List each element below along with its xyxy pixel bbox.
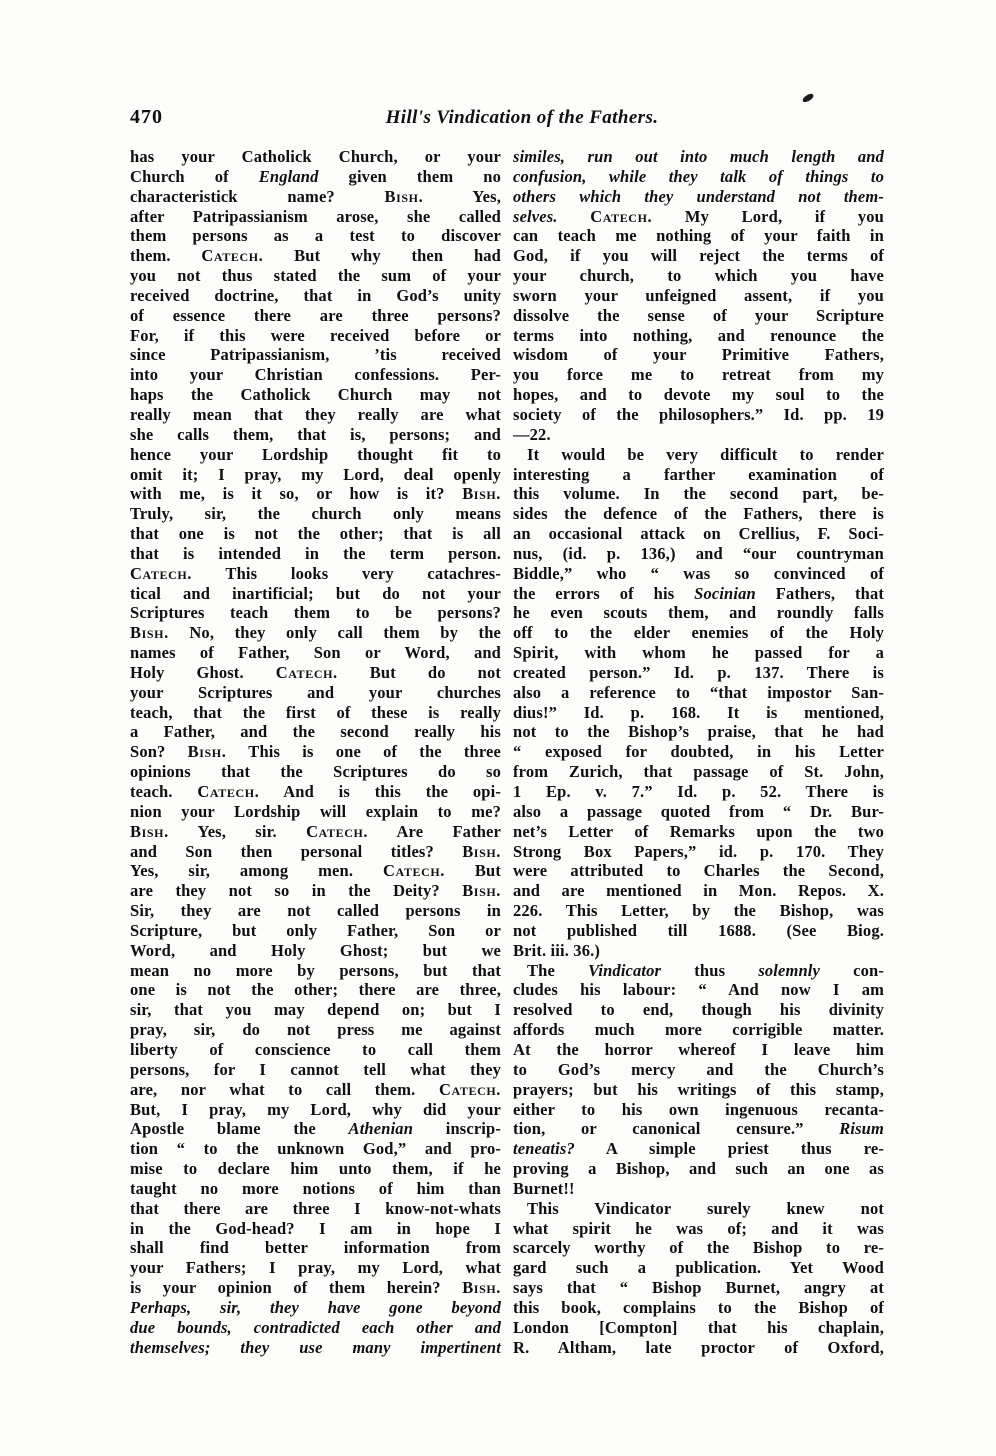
- text-line: has your Catholick Church, or your: [130, 147, 501, 166]
- text-line: not published till 1688. (See Biog.: [513, 920, 884, 940]
- text-line: Burnet!!: [513, 1178, 575, 1198]
- text-line: off to the elder enemies of the Holy: [513, 623, 884, 643]
- text-line: Son? Bish. This is one of the three: [130, 742, 501, 762]
- text-line: —22.: [513, 424, 551, 444]
- text-line: omit it; I pray, my Lord, deal openly: [130, 464, 501, 484]
- text-line: names of Father, Son or Word, and: [130, 643, 501, 663]
- text-line: hopes, and to devote my soul to the: [513, 385, 884, 405]
- text-line: net’s Letter of Remarks upon the two: [513, 821, 884, 841]
- text-line: Scripture, but only Father, Son or: [130, 920, 501, 940]
- text-line: Brit. iii. 36.): [513, 940, 601, 960]
- text-line: hence your Lordship thought fit to: [130, 444, 501, 464]
- column-left: [130, 147, 501, 1357]
- text-line: is your opinion of them herein? Bish.: [130, 1278, 501, 1298]
- text-line: since Patripassianism, ’tis received: [130, 345, 501, 365]
- text-line: themselves; they use many impertinent: [130, 1337, 501, 1357]
- text-line: shall find better information from: [130, 1238, 501, 1258]
- text-line: your Fathers; I pray, my Lord, what: [130, 1258, 501, 1278]
- text-line: Word, and Holy Ghost; but we: [130, 940, 501, 960]
- text-line: wisdom of your Primitive Fathers,: [513, 345, 884, 365]
- text-line: one is not the other; there are three,: [130, 980, 501, 1000]
- text-line: Bish. No, they only call them by the: [130, 623, 501, 643]
- text-line: God, if you will reject the terms of: [513, 246, 884, 266]
- text-line: Catech. This looks very catachres-: [130, 563, 501, 583]
- page-number: 470: [130, 106, 163, 128]
- text-line: Church of England given them no: [130, 166, 501, 186]
- text-line: your church, to which you have: [513, 266, 884, 286]
- text-line: haps the Catholick Church may not: [130, 385, 501, 405]
- text-line: Scriptures teach them to be persons?: [130, 603, 501, 623]
- text-line: proving a Bishop, and such an one as: [513, 1159, 884, 1179]
- text-line: confusion, while they talk of things to: [513, 166, 884, 186]
- text-line: taught no more notions of him than: [130, 1178, 501, 1198]
- text-line: he even scouts them, and roundly falls: [513, 603, 884, 623]
- text-line: R. Altham, late proctor of Oxford,: [513, 1337, 884, 1357]
- text-line: similes, run out into much length and: [513, 147, 884, 166]
- text-line: that one is not the other; that is all: [130, 524, 501, 544]
- text-line: tion, or canonical censure.” Risum: [513, 1119, 884, 1139]
- text-line: dissolve the sense of your Scripture: [513, 305, 884, 325]
- text-line: the errors of his Socinian Fathers, that: [513, 583, 884, 603]
- text-line: them persons as a test to discover: [130, 226, 501, 246]
- text-line: “ exposed for doubted, in his Letter: [513, 742, 884, 762]
- text-line: sworn your unfeigned assent, if you: [513, 285, 884, 305]
- text-line: sides the defence of the Fathers, there is: [513, 504, 884, 524]
- text-line: Spirit, with whom he passed for a: [513, 643, 884, 663]
- text-line: are, nor what to call them. Catech.: [130, 1079, 501, 1099]
- text-line: Yes, sir, among men. Catech. But: [130, 861, 501, 881]
- text-line: from Zurich, that passage of St. John,: [513, 762, 884, 782]
- text-line: opinions that the Scriptures do so: [130, 762, 501, 782]
- text-line: gard such a publication. Yet Wood: [513, 1258, 884, 1278]
- text-line: prayers; but his writings of this stamp,: [513, 1079, 884, 1099]
- text-line: Holy Ghost. Catech. But do not: [130, 662, 501, 682]
- text-line: But, I pray, my Lord, why did your: [130, 1099, 501, 1119]
- text-line: either to his own ingenuous recanta-: [513, 1099, 884, 1119]
- text-line: were attributed to Charles the Second,: [513, 861, 884, 881]
- text-line: Truly, sir, the church only means: [130, 504, 501, 524]
- text-line: can teach me nothing of your faith in: [513, 226, 884, 246]
- text-line: others which they understand not them-: [513, 186, 884, 206]
- text-line: not to the Bishop’s praise, that he had: [513, 722, 884, 742]
- text-line: and Son then personal titles? Bish.: [130, 841, 501, 861]
- text-line: Strong Box Papers,” id. p. 170. They: [513, 841, 884, 861]
- text-line: scarcely worthy of the Bishop to re-: [513, 1238, 884, 1258]
- text-line: with me, is it so, or how is it? Bish.: [130, 484, 501, 504]
- text-line: dius!” Id. p. 168. It is mentioned,: [513, 702, 884, 722]
- text-line: after Patripassianism arose, she called: [130, 206, 501, 226]
- text-line: tion “ to the unknown God,” and pro-: [130, 1139, 501, 1159]
- text-line: says that “ Bishop Burnet, angry at: [513, 1278, 884, 1298]
- text-line: This Vindicator surely knew not: [527, 1198, 884, 1218]
- text-line: into your Christian confessions. Per-: [130, 365, 501, 385]
- text-line: The Vindicator thus solemnly con-: [527, 960, 884, 980]
- text-line: tical and inartificial; but do not your: [130, 583, 501, 603]
- column-right: [513, 147, 884, 1357]
- text-line: created person.” Id. p. 137. There is: [513, 662, 884, 682]
- page-header: [130, 106, 884, 129]
- text-line: Biddle,” who “ was so convinced of: [513, 563, 884, 583]
- text-line: she calls them, that is, persons; and: [130, 424, 501, 444]
- text-line: 226. This Letter, by the Bishop, was: [513, 901, 884, 921]
- text-line: persons, for I cannot tell what they: [130, 1059, 501, 1079]
- text-line: what spirit he was of; and it was: [513, 1218, 884, 1238]
- text-line: this book, complains to the Bishop of: [513, 1297, 884, 1317]
- text-line: At the horror whereof I leave him: [513, 1039, 884, 1059]
- text-line: teach, that the first of these is really: [130, 702, 501, 722]
- text-line: mean no more by persons, but that: [130, 960, 501, 980]
- text-line: that there are three I know-not-whats: [130, 1198, 501, 1218]
- text-line: For, if this were received before or: [130, 325, 501, 345]
- text-line: an occasional attack on Crellius, F. Soci-: [513, 524, 884, 544]
- text-line: characteristick name? Bish. Yes,: [130, 186, 501, 206]
- text-line: terms into nothing, and renounce the: [513, 325, 884, 345]
- text-line: you force me to retreat from my: [513, 365, 884, 385]
- text-line: received doctrine, that in God’s unity: [130, 285, 501, 305]
- text-line: you not thus stated the sum of your: [130, 266, 501, 286]
- text-line: Sir, they are not called persons in: [130, 901, 501, 921]
- text-line: teach. Catech. And is this the opi-: [130, 782, 501, 801]
- text-line: 1 Ep. v. 7.” Id. p. 52. There is: [513, 782, 884, 801]
- text-line: are they not so in the Deity? Bish.: [130, 881, 501, 901]
- text-line: and are mentioned in Mon. Repos. X.: [513, 881, 884, 901]
- text-line: your Scriptures and your churches: [130, 682, 501, 702]
- text-line: this volume. In the second part, be-: [513, 484, 884, 504]
- text-line: It would be very difficult to render: [527, 444, 884, 464]
- text-line: mise to declare him unto them, if he: [130, 1159, 501, 1179]
- text-line: that is intended in the term person.: [130, 543, 501, 563]
- ink-speck: [801, 93, 814, 104]
- text-line: also a passage quoted from “ Dr. Bur-: [513, 801, 884, 821]
- text-line: really mean that they really are what: [130, 404, 501, 424]
- text-line: due bounds, contradicted each other and: [130, 1317, 501, 1337]
- text-line: also a reference to “that impostor San-: [513, 682, 884, 702]
- text-line: nus, (id. p. 136,) and “our countryman: [513, 543, 884, 563]
- text-line: sir, that you may depend on; but I: [130, 1000, 501, 1020]
- text-line: nion your Lordship will explain to me?: [130, 801, 501, 821]
- text-line: them. Catech. But why then had: [130, 246, 501, 266]
- text-line: of essence there are three persons?: [130, 305, 501, 325]
- text-line: teneatis? A simple priest thus re-: [513, 1139, 884, 1159]
- text-line: resolved to end, though his divinity: [513, 1000, 884, 1020]
- text-line: a Father, and the second really his: [130, 722, 501, 742]
- text-line: selves. Catech. My Lord, if you: [513, 206, 884, 226]
- text-line: in the God-head? I am in hope I: [130, 1218, 501, 1238]
- text-line: society of the philosophers.” Id. pp. 19: [513, 404, 884, 424]
- text-line: interesting a farther examination of: [513, 464, 884, 484]
- text-line: liberty of conscience to call them: [130, 1039, 501, 1059]
- text-line: pray, sir, do not press me against: [130, 1020, 501, 1040]
- text-line: to God’s mercy and the Church’s: [513, 1059, 884, 1079]
- running-head-title: Hill's Vindication of the Fathers.: [385, 107, 659, 128]
- text-columns: [130, 147, 884, 1357]
- text-line: Apostle blame the Athenian inscrip-: [130, 1119, 501, 1139]
- text-line: Bish. Yes, sir. Catech. Are Father: [130, 821, 501, 841]
- text-line: London [Compton] that his chaplain,: [513, 1317, 884, 1337]
- text-line: affords much more corrigible matter.: [513, 1020, 884, 1040]
- text-line: Perhaps, sir, they have gone beyond: [130, 1297, 501, 1317]
- text-line: cludes his labour: “ And now I am: [513, 980, 884, 1000]
